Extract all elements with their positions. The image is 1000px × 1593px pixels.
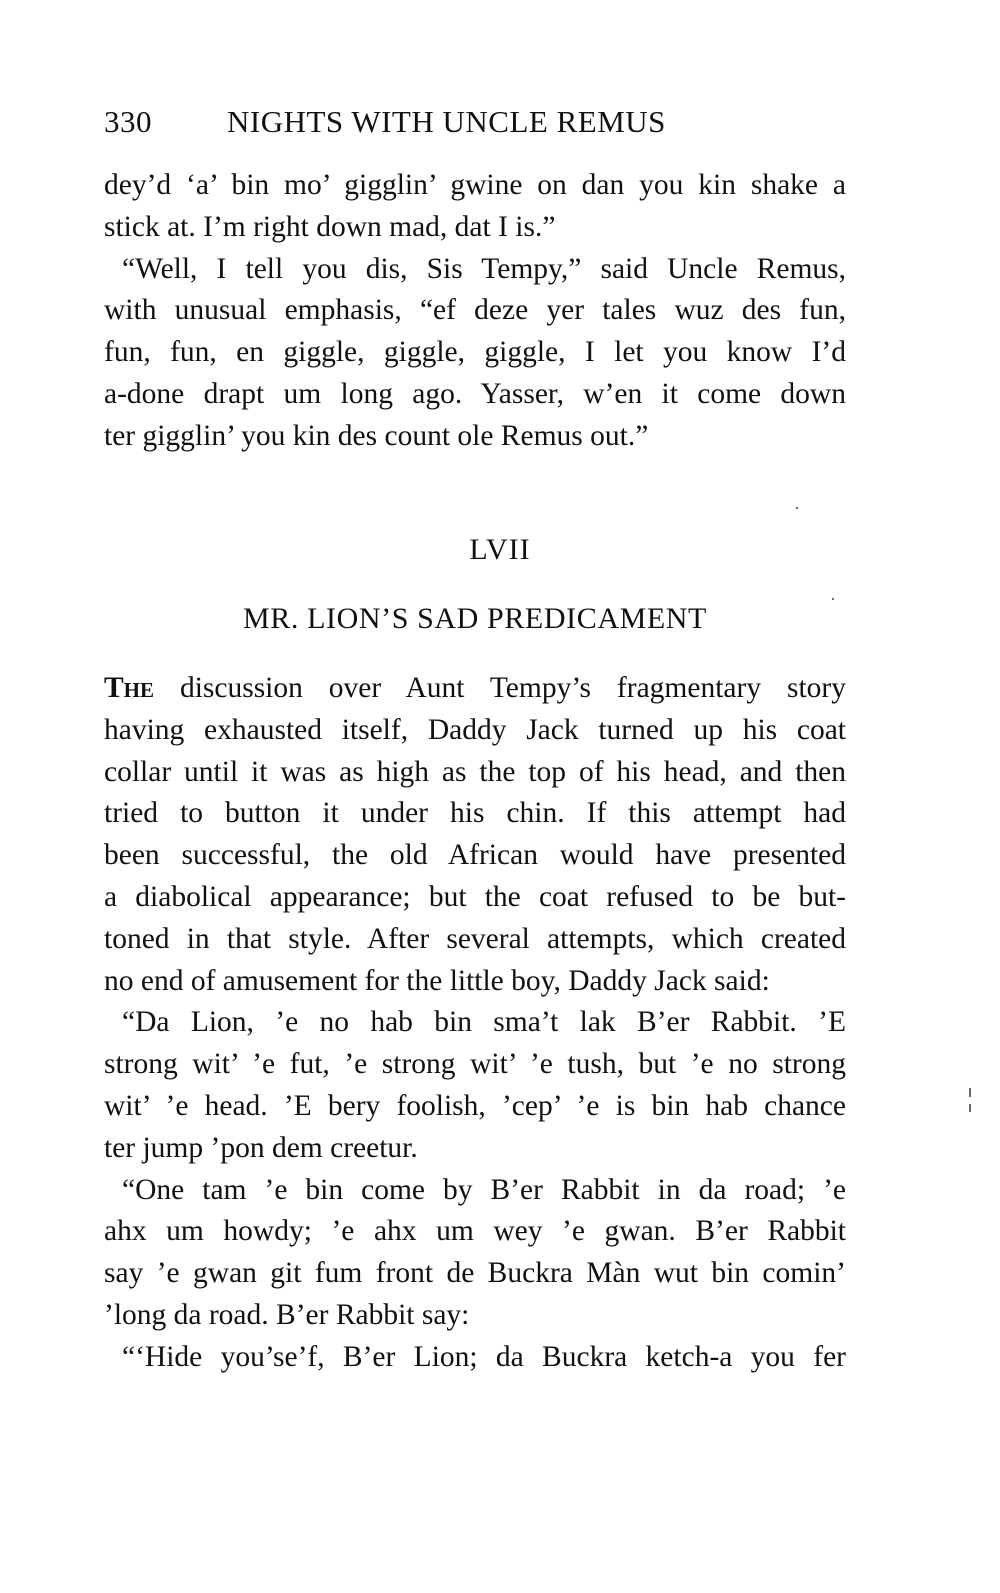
text-line: fun, fun, en giggle, giggle, giggle, I let you know I’d <box>104 336 846 369</box>
text-line: tried to button it under his chin. If this attempt had <box>104 797 846 830</box>
opening-word: The <box>104 672 155 704</box>
running-title: NIGHTS WITH UNCLE REMUS <box>227 104 666 139</box>
text-line: having exhausted itself, Daddy Jack turned up his coat <box>104 713 846 746</box>
text-line: wit’ ’e head. ’E bery foolish, ’cep’ ’e is bin hab chance <box>104 1089 846 1122</box>
text-line: “One tam ’e bin come by B’er Rabbit in da road; ’e <box>122 1173 846 1206</box>
text-line: “‘Hide you’se’f, B’er Lion; da Buckra ketch-a you fer <box>122 1340 846 1373</box>
text-line: ’long da road. B’er Rabbit say: <box>104 1298 470 1331</box>
text-line-first <box>104 668 846 710</box>
text-line: been successful, the old African would have presented <box>104 839 846 872</box>
text-line: stick at. I’m right down mad, dat I is.” <box>104 210 556 243</box>
text-line: “Well, I tell you dis, Sis Tempy,” said Uncle Remus, <box>122 252 846 285</box>
text-line: ahx um howdy; ’e ahx um wey ’e gwan. B’er Rabbit <box>104 1215 846 1248</box>
scan-speck <box>969 1104 971 1112</box>
text-line: a diabolical appearance; but the coat refused to be but- <box>104 880 846 913</box>
chapter-title: MR. LION’S SAD PREDICAMENT <box>243 602 707 635</box>
text-line: dey’d ‘a’ bin mo’ gigglin’ gwine on dan you kin shake a <box>104 169 846 201</box>
scan-speck <box>832 598 834 600</box>
text-line: collar until it was as high as the top of his head, and then <box>104 755 846 788</box>
text-line: “Da Lion, ’e no hab bin sma’t lak B’er Rabbit. ’E <box>122 1006 846 1039</box>
text-line: strong wit’ ’e fut, ’e strong wit’ ’e tush, but ’e no strong <box>104 1048 846 1081</box>
chapter-passage <box>104 668 846 1379</box>
text-line: toned in that style. After several attempts, which created <box>104 922 846 955</box>
text-line: say ’e gwan git fum front de Buckra Màn wut bin comin’ <box>104 1257 846 1290</box>
scan-speck <box>796 507 798 509</box>
opening-passage <box>104 165 846 458</box>
chapter-number: LVII <box>469 533 531 566</box>
scan-speck <box>969 1088 971 1097</box>
text-line: ter jump ’pon dem creetur. <box>104 1131 418 1164</box>
first-line-rest: discussion over Aunt Tempy’s fragmentary story <box>154 672 846 704</box>
page-number: 330 <box>104 104 152 139</box>
running-head <box>104 104 864 148</box>
text-line: a-done drapt um long ago. Yasser, w’en it come down <box>104 377 846 410</box>
text-line: with unusual emphasis, “ef deze yer tales wuz des fun, <box>104 294 846 327</box>
text-line: ter gigglin’ you kin des count ole Remus out.” <box>104 419 649 452</box>
text-line: no end of amusement for the little boy, Daddy Jack said: <box>104 964 770 997</box>
